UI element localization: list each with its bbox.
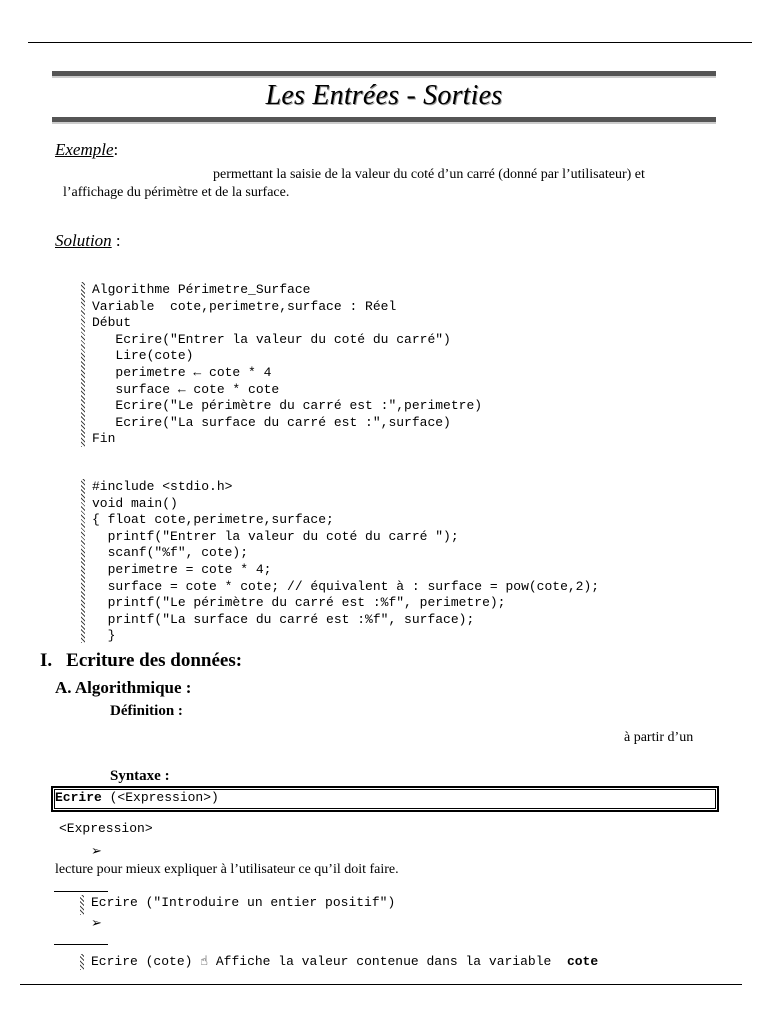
code-line: Ecrire("Entrer la valeur du coté du carré"): [92, 331, 451, 347]
pointing-hand-icon: ☝: [200, 954, 209, 969]
syntax-line: [55, 790, 219, 807]
section-title: Ecriture des données:: [66, 650, 243, 671]
exemple-heading-wrap: [55, 140, 118, 160]
code-line: printf("La surface du carré est :%f", surface);: [92, 611, 475, 627]
header-rule: [28, 42, 752, 43]
example2-code: Ecrire (cote): [91, 954, 193, 969]
code-line: Algorithme Périmetre_Surface: [92, 282, 311, 297]
code-line: Ecrire("La surface du carré est :",surface): [92, 414, 451, 430]
subsection-heading: A. Algorithmique :: [55, 678, 192, 697]
syntax-keyword: Ecrire: [55, 790, 102, 805]
code-line: Variable cote,perimetre,surface : Réel: [92, 298, 397, 314]
definition-fragment: à partir d’un: [624, 730, 694, 745]
example-rule-1: [54, 891, 108, 892]
code-line: #include <stdio.h>: [92, 479, 233, 494]
code-line: { float cote,perimetre,surface;: [92, 512, 334, 528]
example2-var: cote: [566, 954, 599, 969]
example2-line: [91, 954, 598, 971]
section-number: I.: [40, 650, 53, 671]
example1-code-bar: [80, 895, 84, 915]
bullet-arrow-icon: ➢: [91, 843, 102, 858]
solution-heading-wrap: [55, 231, 121, 251]
code-line: scanf("%f", cote);: [92, 545, 249, 561]
algo-code-block: [92, 282, 482, 448]
code-line: Ecrire("Le périmètre du carré est :",perimetre): [92, 398, 483, 414]
code-line: printf("Entrer la valeur du coté du carré ");: [92, 528, 459, 544]
code-line: surface = cote * cote; // équivalent à : surface = pow(cote,2);: [92, 578, 600, 594]
code-line: void main(): [92, 495, 178, 511]
exemple-line-1: permettant la saisie de la valeur du coté d’un carré (donné par l’utilisateur) et: [213, 167, 645, 182]
page-title: Les Entrées - Sorties: [265, 80, 503, 111]
lecture-text: lecture pour mieux expliquer à l’utilisateur ce qu’il doit faire.: [55, 862, 399, 877]
solution-colon: :: [111, 231, 121, 250]
code-line: surface ← cote * cote: [92, 381, 280, 397]
code-line: }: [92, 628, 116, 644]
definition-label: Définition :: [110, 703, 183, 719]
section-heading: [40, 650, 242, 672]
example2-code-bar: [80, 954, 84, 970]
example2-comment: Affiche la valeur contenue dans la variable: [208, 954, 560, 969]
c-code-block: [92, 479, 599, 645]
syntax-rest: (<Expression>): [101, 790, 219, 805]
expression-label: <Expression>: [59, 821, 153, 836]
solution-heading: Solution: [55, 231, 112, 250]
code-line: Fin: [92, 431, 116, 447]
exemple-line-2: l’affichage du périmètre et de la surface.: [63, 185, 290, 200]
code-line: perimetre = cote * 4;: [92, 561, 272, 577]
title-band-top: [52, 71, 716, 78]
footer-rule: [20, 984, 742, 985]
code-line: printf("Le périmètre du carré est :%f", perimetre);: [92, 595, 506, 611]
code-line: perimetre ← cote * 4: [92, 364, 272, 380]
exemple-heading: Exemple: [55, 140, 114, 159]
exemple-colon: :: [113, 140, 119, 159]
bullet-arrow-icon: ➢: [91, 915, 102, 930]
syntaxe-label: Syntaxe :: [110, 768, 170, 784]
algo-code-bar: [81, 282, 85, 447]
title-band-bottom: [52, 117, 716, 124]
c-code-bar: [81, 479, 85, 643]
code-line: Lire(cote): [92, 348, 194, 364]
example1-code: Ecrire ("Introduire un entier positif"): [91, 895, 396, 910]
code-line: Début: [92, 315, 132, 331]
example-rule-2: [54, 944, 108, 945]
